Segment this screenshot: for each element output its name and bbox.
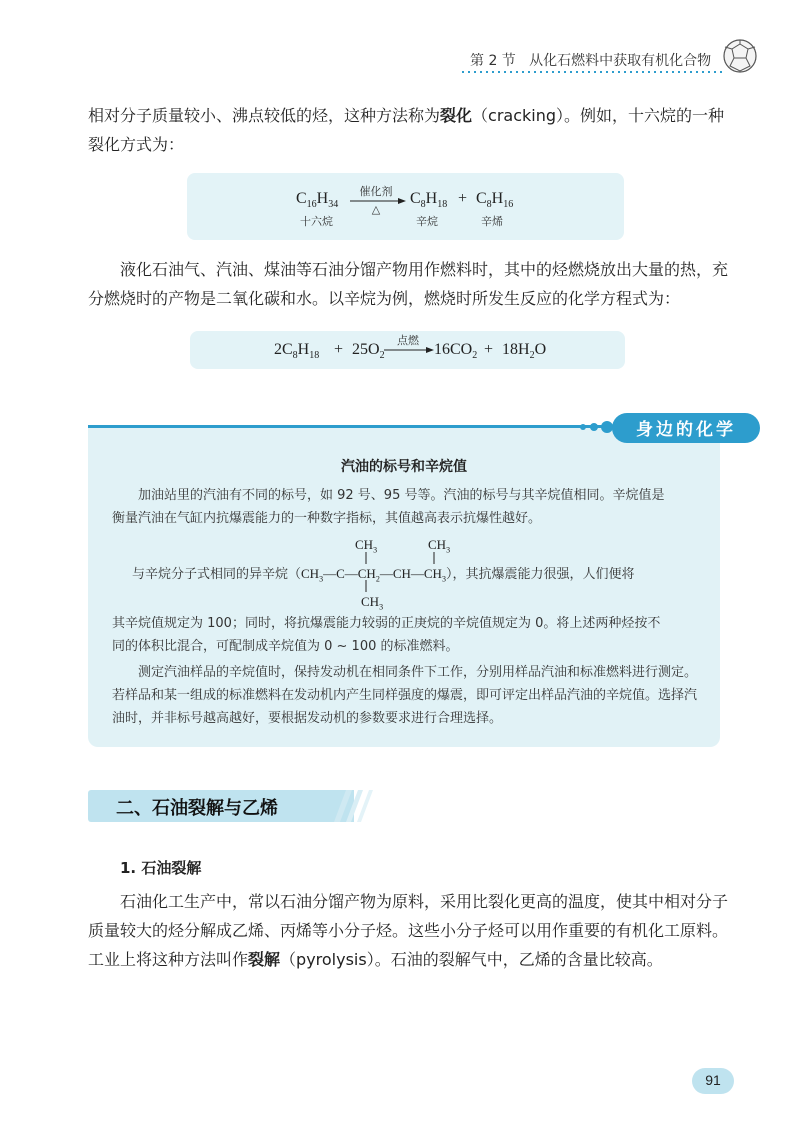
section-header-stripes <box>300 790 380 822</box>
fullerene-icon <box>722 38 758 74</box>
eq1-product2: $C_8H_{16}$ <box>476 190 514 211</box>
eq1-product2-name: 辛烯 <box>481 215 503 228</box>
eq1-product1: $C_8H_{18}$ <box>410 190 448 211</box>
feature-paragraph-1: 加油站里的汽油有不同的标号，如 92 号、95 号等。汽油的标号与其辛烷值相同。辛烷值是 <box>138 488 665 503</box>
eq1-reactant-name: 十六烷 <box>300 215 333 228</box>
eq1-condition-heat: △ <box>371 203 381 216</box>
feature-paragraph-2-cont: 其辛烷值规定为 100；同时，将抗爆震能力较弱的正庚烷的辛烷值规定为 0。将上述两种烃按不 <box>112 616 661 631</box>
header-section: 第 2 节 <box>470 53 516 69</box>
eq2-water: $18H_2O$ <box>502 341 547 362</box>
eq1-condition-catalyst: 催化剂 <box>359 185 393 198</box>
feature-paragraph-2: 与辛烷分子式相同的异辛烷$(CH_3—C—CH_2—CH—CH_3)$，其抗爆震能力很强，人们便将 <box>132 566 635 584</box>
eq2-condition-ignite: 点燃 <box>397 334 419 347</box>
feature-paragraph-3: 测定汽油样品的辛烷值时，保持发动机在相同条件下工作，分别用样品汽油和标准燃料进行测定。若样品和某一组成的标准燃料在发动机内产生同样强度的爆震，即可评定出样品汽油的辛烷值。选择汽油时，并非标号越高越好，要根据发动机的参数要求进行合理选择。 <box>112 665 698 726</box>
eq1-plus: + <box>458 190 468 207</box>
eq2-octane: $2C_8H_{18}$ <box>274 341 320 362</box>
isooctane-main-chain: $CH_3—C—CH_2—CH—CH_3$ <box>301 566 446 584</box>
equation-box-cracking <box>187 173 624 240</box>
page-number: 91 <box>705 1072 721 1088</box>
subsection-title: 1. 石油裂解 <box>120 859 202 877</box>
feature-paragraph-1-cont: 衡量汽油在气缸内抗爆震能力的一种数字指标，其值越高表示抗爆性越好。 <box>112 511 542 526</box>
term-pyrolysis: 裂解 <box>248 950 281 969</box>
eq2-oxygen: $25O_2$ <box>352 341 385 362</box>
paragraph-combustion: 液化石油气、汽油、煤油等石油分馏产物用作燃料时，其中的烃燃烧放出大量的热，充分燃烧时的产物是二氧化碳和水。以辛烷为例，燃烧时所发生反应的化学方程式为： <box>88 260 729 308</box>
header-dotted-rule <box>462 70 724 74</box>
paragraph-pyrolysis: 石油化工生产中，常以石油分馏产物为原料，采用比裂化更高的温度，使其中相对分子质量较大的烃分解成乙烯、丙烯等小分子烃。这些小分子烃可以用作重要的有机化工原料。工业上将这种方法叫作裂解（pyrolysis）。石油的裂解气中，乙烯的含量比较高。 <box>88 892 729 969</box>
iso-top-ch3-right: $CH_3$ <box>428 537 451 555</box>
feature-top-rule <box>88 425 618 428</box>
eq1-product1-name: 辛烷 <box>416 215 438 228</box>
feature-dots <box>578 418 614 436</box>
iso-top-ch3-left: $CH_3$ <box>355 537 378 555</box>
paragraph-cracking: 相对分子质量较小、沸点较低的烃，这种方法称为裂化（cracking）。例如，十六烷的一种裂化方式为： <box>88 106 725 154</box>
feature-paragraph-2-cont2: 同的体积比混合，可配制成辛烷值为 0 ~ 100 的标准燃料。 <box>112 639 459 654</box>
eq1-reactant: $C_{16}H_{34}$ <box>296 190 339 211</box>
header-title: 从化石燃料中获取有机化合物 <box>529 53 712 69</box>
eq2-plus2: + <box>484 341 494 358</box>
feature-title: 汽油的标号和辛烷值 <box>341 459 467 475</box>
eq2-arrow <box>384 346 434 354</box>
term-cracking: 裂化 <box>440 106 473 125</box>
eq2-plus1: + <box>334 341 344 358</box>
iso-bottom-ch3: $CH_3$ <box>361 594 384 612</box>
running-header <box>470 50 711 70</box>
feature-banner-label: 身边的化学 <box>636 420 736 440</box>
section-title: 二、石油裂解与乙烯 <box>116 798 278 819</box>
eq2-co2: $16CO_2$ <box>434 341 478 362</box>
